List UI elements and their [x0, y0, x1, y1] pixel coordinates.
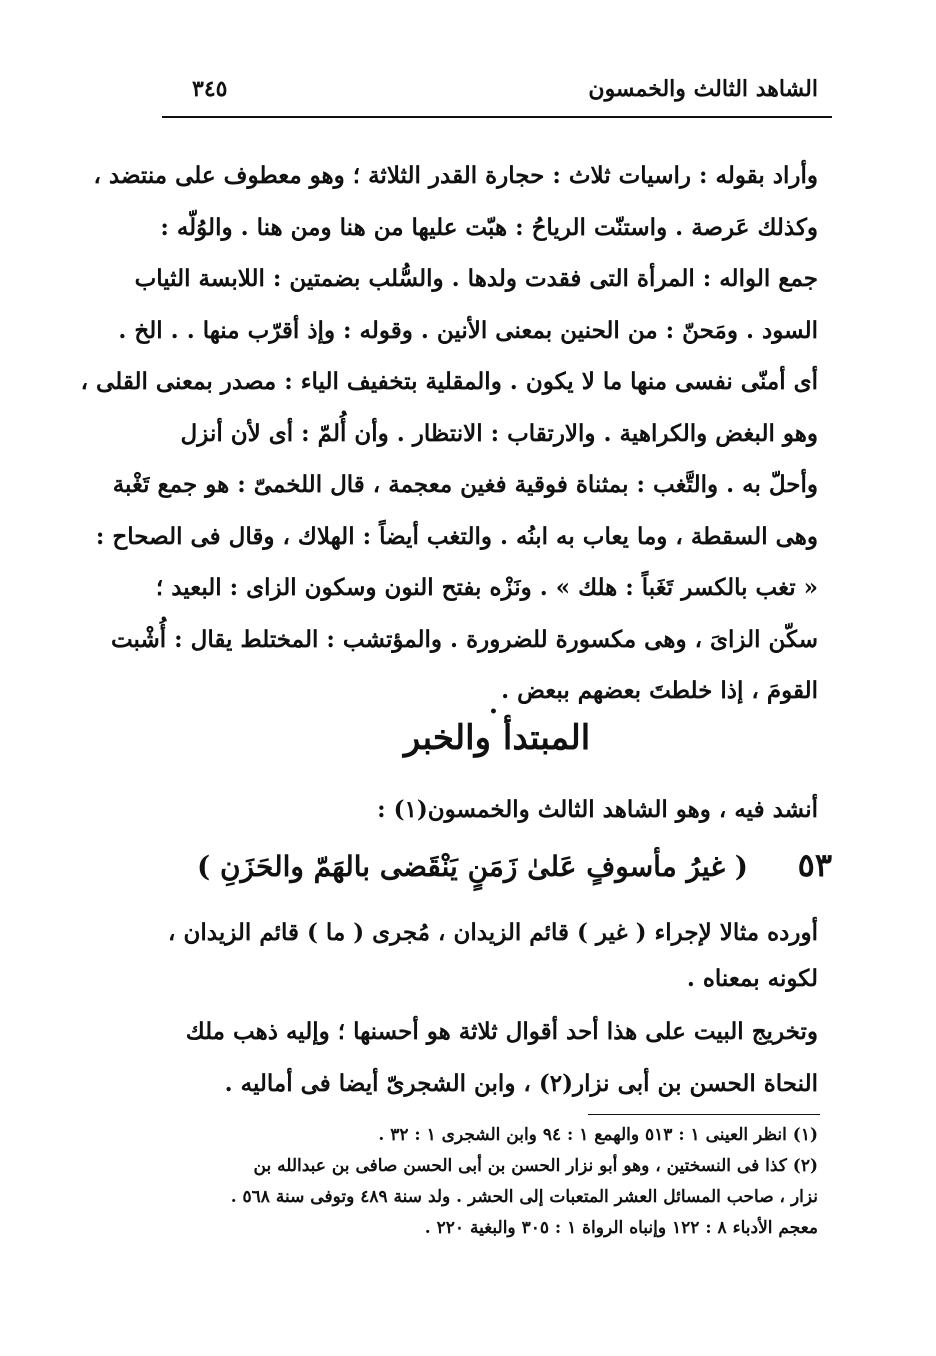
text-line: وهو البغض والكراهية . والارتقاب : الانتظار . وأن أُلمّ : أى لأن أنزل: [180, 419, 818, 447]
footnote-rule: [588, 1114, 820, 1115]
header-rule: [162, 116, 832, 118]
text-line: « تغب بالكسر تَغَباً : هلك » . ونَزْه بفتح النون وسكون الزاى : البعيد ؛: [155, 574, 818, 601]
text-line: السود . ومَحنّ : من الحنين بمعنى الأنين . وقوله : وإذ أقرّب منها . . الخ .: [118, 316, 818, 344]
text-line: أنشد فيه ، وهو الشاهد الثالث والخمسون(١) :: [377, 796, 818, 823]
text-line: لكونه بمعناه .: [686, 965, 818, 992]
verse-row: [152, 846, 832, 894]
text-line: جمع الواله : المرأة التى فقدت ولدها . والسُّلب بضمتين : اللابسة الثياب: [134, 265, 818, 292]
page-number: ٣٤٥: [192, 76, 228, 102]
footnote-line: معجم الأدباء ٨ : ١٢٢ وإنباه الرواة ١ : ٣٠٥ والبغية ٢٢٠ .: [424, 1218, 818, 1238]
verse-number: ٥٣: [797, 846, 832, 884]
section-heading-text: المبتدأ والخبر: [403, 718, 591, 758]
text-line: النحاة الحسن بن أبى نزار(٢) ، وابن الشجرىّ أيضا فى أماليه .: [224, 1070, 818, 1097]
heading-ornament-dot: •: [489, 704, 498, 720]
verse-text: ( غيرُ مأسوفٍ عَلىٰ زَمَنٍ يَنْقَضى بالهَمّ والحَزَنِ ): [197, 850, 748, 883]
footnotes: [158, 1120, 818, 1244]
analysis-paragraph: [158, 1006, 818, 1110]
text-line: وهى السقطة ، وما يعاب به ابنُه . والتغب أيضاً : الهلاك ، وقال فى الصحاح :: [95, 522, 818, 550]
text-line: وأحلّ به . والتَّغب : بمثناة فوقية فغين معجمة ، قال اللخمىّ : هو جمع تَغْبة: [112, 471, 818, 498]
text-line: سكّن الزاىَ ، وهى مكسورة للضرورة . والمؤتشب : المختلط يقال : أُشْبت: [110, 625, 818, 653]
running-head-title: الشاهد الثالث والخمسون: [588, 76, 818, 102]
text-line: وأراد بقوله : راسيات ثلاث : حجارة القدر الثلاثة ؛ وهو معطوف على منتضد ،: [93, 162, 818, 189]
text-line: أى أمنّى نفسى منها ما لا يكون . والمقلية بتخفيف الياء : مصدر بمعنى القلى ،: [80, 368, 818, 395]
text-line: القومَ ، إذا خلطتَ بعضهم ببعض .: [501, 677, 818, 704]
explanation-paragraph: [158, 910, 818, 1002]
running-head: [160, 76, 832, 110]
verse-intro: [158, 790, 818, 830]
text-line: أورده مثالا لإجراء ( غير ) قائم الزيدان ، مُجرى ( ما ) قائم الزيدان ،: [168, 919, 818, 946]
text-line: وتخريج البيت على هذا أحد أقوال ثلاثة هو أحسنها ؛ وإليه ذهب ملك: [185, 1018, 818, 1045]
commentary-paragraph: [80, 150, 818, 717]
footnote-line: (٢) كذا فى النسختين ، وهو أبو نزار الحسن بن أبى الحسن صافى بن عبدالله بن: [253, 1156, 818, 1176]
footnote-line: (١) انظر العينى ١ : ٥١٣ والهمع ١ : ٩٤ وابن الشجرى ١ : ٣٢ .: [378, 1125, 818, 1145]
section-heading: [162, 704, 832, 758]
footnote-line: نزار ، صاحب المسائل العشر المتعبات إلى الحشر . ولد سنة ٤٨٩ وتوفى سنة ٥٦٨ .: [230, 1187, 818, 1207]
text-line: وكذلك عَرصة . واستنّت الرياحُ : هبّت عليها من هنا ومن هنا . والوُلّه :: [160, 213, 818, 241]
